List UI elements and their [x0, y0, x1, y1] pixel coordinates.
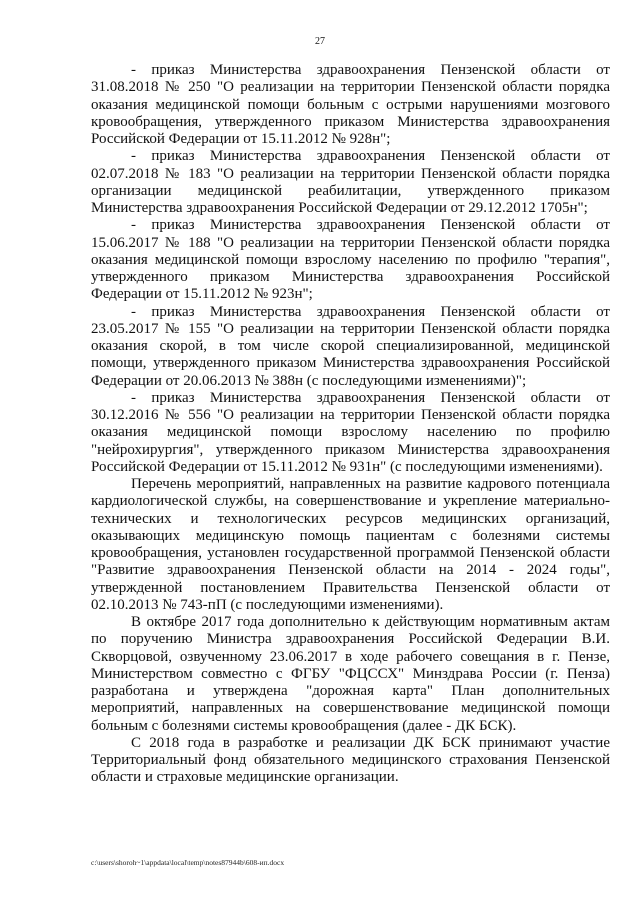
paragraph-order-155: - приказ Министерства здравоохранения Пензенской области от 23.05.2017 № 155 "О реализации на территории Пензенской области порядка оказания скорой, в том числе скорой специализированной, медицинской помощи, утвержденного приказом Министерства здравоохранения Российской Федерации от 20.06.2013 № 388н (с последующими изменениями)"; [91, 303, 610, 389]
paragraph-order-188: - приказ Министерства здравоохранения Пензенской области от 15.06.2017 № 188 "О реализации на территории Пензенской области порядка оказания медицинской помощи взрослому населению по профилю "терапия", утвержденного приказом Министерства здравоохранения Российской Федерации от 15.11.2012 № 923н"; [91, 217, 610, 303]
paragraph-roadmap: В октябре 2017 года дополнительно к действующим нормативным актам по поручению Министра здравоохранения Российской Федерации В.И. Скворцовой, озвученному 23.06.2017 в ходе рабочего совещания в г. Пензе, Министерством совместно с ФГБУ "ФЦССХ" Минздрава России (г. Пенза) разработана и утверждена "дорожная карта" План дополнительных мероприятий, направленных на совершенствование медицинской помощи больным с болезнями системы кровообращения (далее - ДК БСК). [91, 614, 610, 734]
paragraph-program-measures: Перечень мероприятий, направленных на развитие кадрового потенциала кардиологической службы, на совершенствование и укрепление материально-технических и технологических ресурсов медицинских организаций, оказывающих медицинскую помощь пациентам с болезнями системы кровообращения, установлен государственной программой Пензенской области "Развитие здравоохранения Пензенской области на 2014 - 2024 годы", утвержденной постановлением Правительства Пензенской области от 02.10.2013 № 743-пП (с последующими изменениями). [91, 476, 610, 613]
page-number: 27 [315, 36, 325, 47]
paragraph-order-556: - приказ Министерства здравоохранения Пензенской области от 30.12.2016 № 556 "О реализации на территории Пензенской области порядка оказания медицинской помощи взрослому населению по профилю "нейрохирургия", утвержденного приказом Министерства здравоохранения Российской Федерации от 15.11.2012 № 931н" (с последующими изменениями). [91, 389, 610, 475]
paragraph-order-250: - приказ Министерства здравоохранения Пензенской области от 31.08.2018 № 250 "О реализации на территории Пензенской области порядка оказания медицинской помощи больным с острыми нарушениями мозгового кровообращения, утвержденного приказом Министерства здравоохранения Российской Федерации от 15.11.2012 № 928н"; [91, 62, 610, 147]
footer-file-path: c:\users\shoroh~1\appdata\local\temp\notes87944b\608-ип.docx [91, 858, 285, 867]
paragraph-order-183: - приказ Министерства здравоохранения Пензенской области от 02.07.2018 № 183 "О реализации на территории Пензенской области порядка организации медицинской реабилитации, утвержденного приказом Министерства здравоохранения Российской Федерации от 29.12.2012 1705н"; [91, 148, 610, 216]
document-body [91, 62, 610, 787]
paragraph-insurance-participation: С 2018 года в разработке и реализации ДК БСК принимают участие Территориальный фонд обязательного медицинского страхования Пензенской области и страховые медицинские организации. [91, 734, 610, 786]
